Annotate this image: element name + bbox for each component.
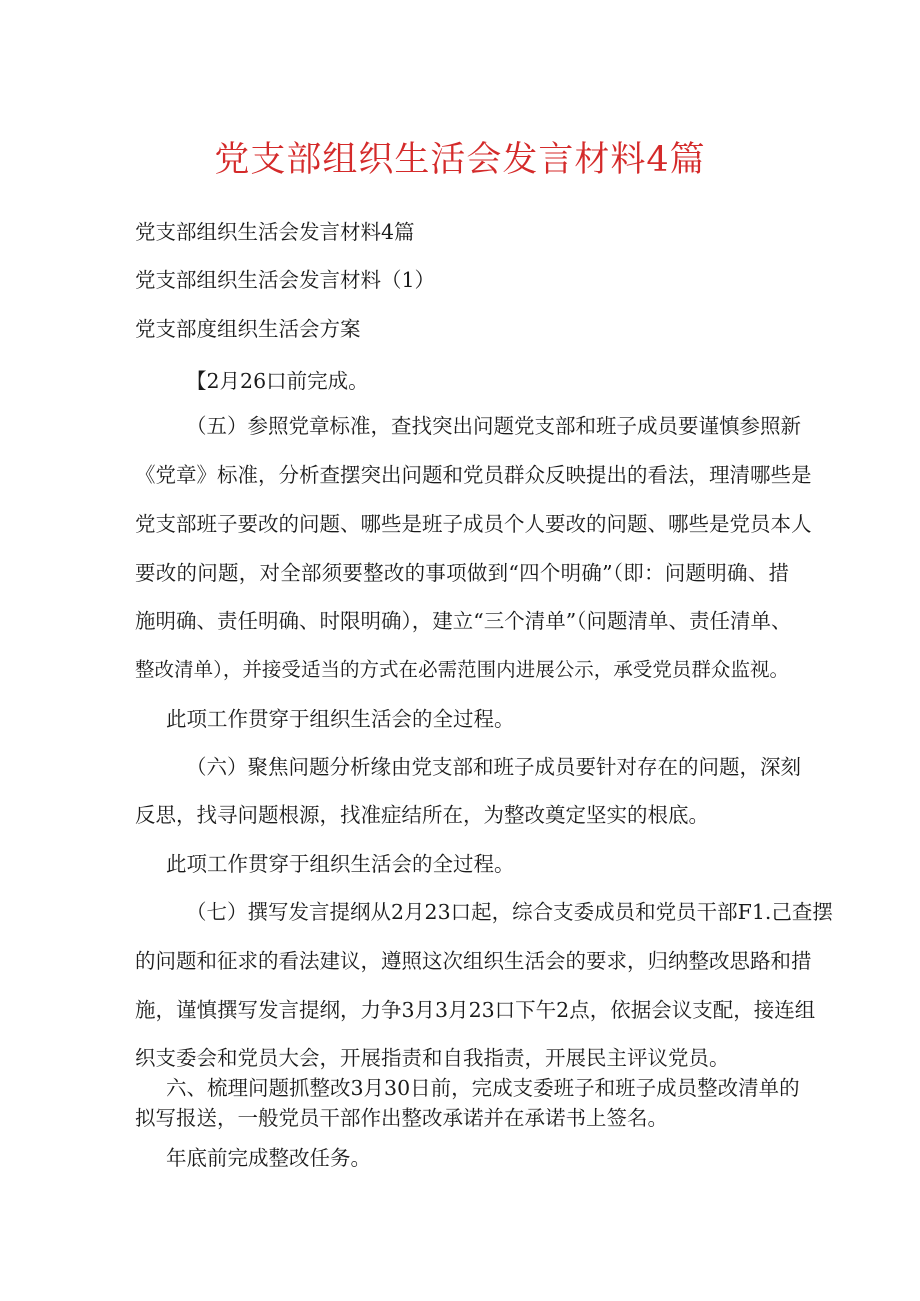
- header-line-2: 党支部组织生活会发言材料（1）: [135, 268, 436, 292]
- header-line-1: 党支部组织生活会发言材料4篇: [135, 220, 415, 244]
- section-six-main-line-1: 六、梳理问题抓整改3月30日前，完成支委班子和班子成员整改清单的: [166, 1076, 800, 1100]
- section5-line-1: （五）参照党章标准，查找突出问题党支部和班子成员要谨慎参照新: [186, 414, 801, 438]
- section-six-main-line-2: 拟写报送，一般党员干部作出整改承诺并在承诺书上签名。: [135, 1106, 668, 1130]
- document-title: 党支部组织生活会发言材料4篇: [214, 140, 706, 180]
- section5-line-3: 党支部班子要改的问题、哪些是班子成员个人要改的问题、哪些是党员本人: [135, 512, 812, 536]
- section7-line-3: 施，谨慎撰写发言提纲，力争3月3月23口下午2点，依据会议支配，接连组: [135, 998, 816, 1022]
- section5-line-5: 施明确、责任明确、时限明确），建立“三个清单”（问题清单、责任清单、: [135, 609, 792, 633]
- section7-line-1: （七）撰写发言提纲从2月23口起，综合支委成员和党员干部F1.己查摆: [186, 900, 833, 924]
- section6-line-1: （六）聚焦问题分析缘由党支部和班子成员要针对存在的问题，深刻: [186, 755, 801, 779]
- section7-line-4: 织支委会和党员大会，开展指责和自我指责，开展民主评议党员。: [135, 1046, 730, 1070]
- note-2: 此项工作贯穿于组织生活会的全过程。: [166, 852, 515, 876]
- section7-line-2: 的问题和征求的看法建议，遵照这次组织生活会的要求，归纳整改思路和措: [135, 949, 812, 973]
- header-line-3: 党支部度组织生活会方案: [135, 317, 361, 341]
- closing-line: 年底前完成整改任务。: [166, 1146, 371, 1170]
- section5-line-4: 要改的问题，对全部须要整改的事项做到“四个明确”（即：问题明确、措: [135, 561, 789, 585]
- section5-line-6: 整改清单），并接受适当的方式在必需范围内进展公示，承受党员群众监视。: [135, 658, 789, 681]
- section5-line-2: 《党章》标准，分析查摆突出问题和党员群众反映提出的看法，理清哪些是: [135, 463, 812, 487]
- deadline-note: 【2月26口前完成。: [186, 369, 369, 393]
- note-1: 此项工作贯穿于组织生活会的全过程。: [166, 707, 515, 731]
- section6-line-2: 反思，找寻问题根源，找准症结所在，为整改奠定坚实的根底。: [135, 803, 709, 827]
